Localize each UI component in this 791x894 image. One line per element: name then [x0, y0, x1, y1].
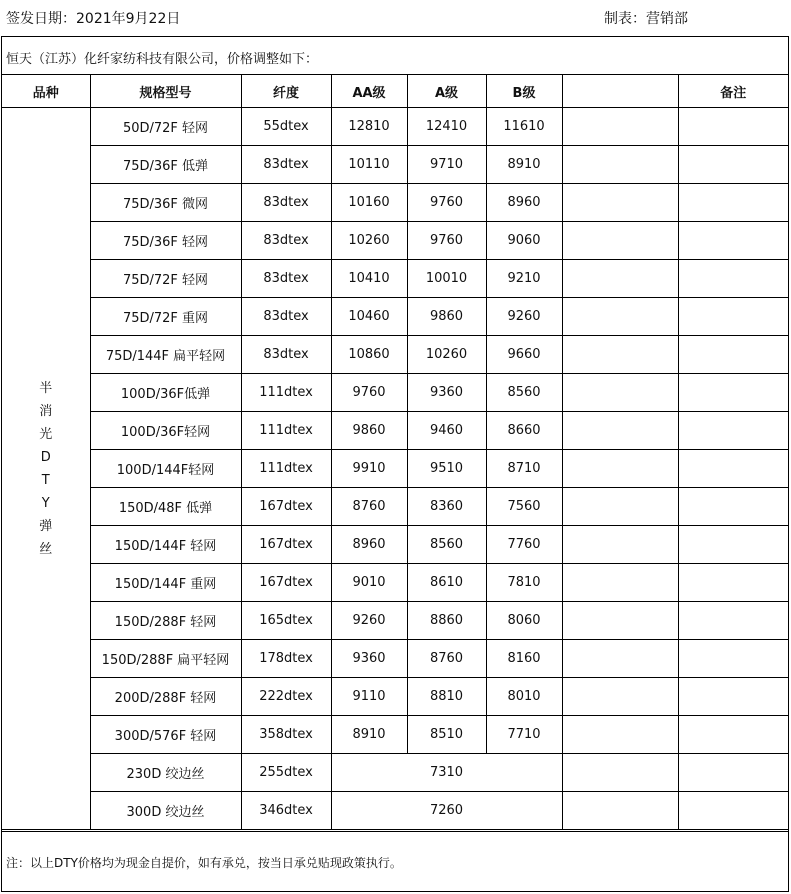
col-b-grade: B级 — [486, 75, 562, 108]
fineness-cell: 167dtex — [241, 526, 331, 564]
a-price-cell: 9360 — [407, 374, 486, 412]
fineness-cell: 358dtex — [241, 716, 331, 754]
remark-cell — [678, 108, 788, 146]
b-price-cell: 8160 — [486, 640, 562, 678]
footer-note-row — [2, 831, 788, 891]
col-a-grade: A级 — [407, 75, 486, 108]
table-row — [2, 564, 788, 602]
remark-cell — [678, 450, 788, 488]
remark-cell — [678, 564, 788, 602]
a-price-cell: 9760 — [407, 222, 486, 260]
blank-cell — [562, 526, 678, 564]
a-price-cell: 9860 — [407, 298, 486, 336]
spec-cell: 150D/48F 低弹 — [90, 488, 241, 526]
a-price-cell: 8610 — [407, 564, 486, 602]
remark-cell — [678, 602, 788, 640]
aa-price-cell: 10860 — [331, 336, 407, 374]
fineness-cell: 167dtex — [241, 488, 331, 526]
blank-cell — [562, 412, 678, 450]
issue-date: 签发日期：2021年9月22日 — [6, 11, 181, 27]
b-price-cell: 9210 — [486, 260, 562, 298]
variety-char: T — [41, 472, 50, 488]
a-price-cell: 8760 — [407, 640, 486, 678]
remark-cell — [678, 146, 788, 184]
spec-cell: 75D/144F 扁平轻网 — [90, 336, 241, 374]
blank-cell — [562, 602, 678, 640]
aa-price-cell: 8760 — [331, 488, 407, 526]
table-row — [2, 412, 788, 450]
spec-cell: 100D/36F轻网 — [90, 412, 241, 450]
a-price-cell: 10260 — [407, 336, 486, 374]
blank-cell — [562, 222, 678, 260]
b-price-cell: 8660 — [486, 412, 562, 450]
variety-char: 消 — [39, 403, 53, 419]
col-blank — [562, 75, 678, 108]
table-row — [2, 792, 788, 830]
variety-char: Y — [41, 495, 50, 511]
aa-price-cell: 10410 — [331, 260, 407, 298]
aa-price-cell: 9910 — [331, 450, 407, 488]
table-row — [2, 678, 788, 716]
fineness-cell: 83dtex — [241, 260, 331, 298]
spec-cell: 75D/36F 低弹 — [90, 146, 241, 184]
fineness-cell: 178dtex — [241, 640, 331, 678]
aa-price-cell: 9360 — [331, 640, 407, 678]
aa-price-cell: 8960 — [331, 526, 407, 564]
a-price-cell: 8560 — [407, 526, 486, 564]
b-price-cell: 8960 — [486, 184, 562, 222]
remark-cell — [678, 184, 788, 222]
merged-price-cell: 7260 — [331, 792, 562, 830]
remark-cell — [678, 374, 788, 412]
spec-cell: 230D 绞边丝 — [90, 754, 241, 792]
fineness-cell: 111dtex — [241, 450, 331, 488]
fineness-cell: 111dtex — [241, 374, 331, 412]
table-row — [2, 716, 788, 754]
fineness-cell: 83dtex — [241, 146, 331, 184]
table-row — [2, 222, 788, 260]
blank-cell — [562, 450, 678, 488]
table-row — [2, 526, 788, 564]
blank-cell — [562, 564, 678, 602]
prepared-by: 制表：营销部 — [604, 11, 688, 27]
blank-cell — [562, 754, 678, 792]
blank-cell — [562, 716, 678, 754]
col-spec: 规格型号 — [90, 75, 241, 108]
a-price-cell: 8360 — [407, 488, 486, 526]
blank-cell — [562, 488, 678, 526]
variety-char: 丝 — [39, 541, 53, 557]
b-price-cell: 7810 — [486, 564, 562, 602]
table-row — [2, 298, 788, 336]
a-price-cell: 9710 — [407, 146, 486, 184]
aa-price-cell: 10160 — [331, 184, 407, 222]
variety-cell — [2, 108, 90, 830]
fineness-cell: 222dtex — [241, 678, 331, 716]
b-price-cell: 7760 — [486, 526, 562, 564]
table-row — [2, 754, 788, 792]
table-row — [2, 108, 788, 146]
remark-cell — [678, 222, 788, 260]
fineness-cell: 346dtex — [241, 792, 331, 830]
notice-row — [2, 37, 788, 75]
spec-cell: 100D/144F轻网 — [90, 450, 241, 488]
blank-cell — [562, 108, 678, 146]
remark-cell — [678, 678, 788, 716]
a-price-cell: 9460 — [407, 412, 486, 450]
fineness-cell: 111dtex — [241, 412, 331, 450]
col-fineness: 纤度 — [241, 75, 331, 108]
blank-cell — [562, 678, 678, 716]
b-price-cell: 8060 — [486, 602, 562, 640]
merged-price-cell: 7310 — [331, 754, 562, 792]
b-price-cell: 8010 — [486, 678, 562, 716]
fineness-cell: 167dtex — [241, 564, 331, 602]
price-sheet — [1, 36, 789, 892]
spec-cell: 300D/576F 轻网 — [90, 716, 241, 754]
a-price-cell: 10010 — [407, 260, 486, 298]
b-price-cell: 7710 — [486, 716, 562, 754]
aa-price-cell: 9860 — [331, 412, 407, 450]
fineness-cell: 165dtex — [241, 602, 331, 640]
spec-cell: 75D/36F 微网 — [90, 184, 241, 222]
spec-cell: 100D/36F低弹 — [90, 374, 241, 412]
a-price-cell: 12410 — [407, 108, 486, 146]
aa-price-cell: 9760 — [331, 374, 407, 412]
spec-cell: 75D/72F 重网 — [90, 298, 241, 336]
fineness-cell: 55dtex — [241, 108, 331, 146]
variety-char: D — [40, 449, 51, 465]
table-row — [2, 146, 788, 184]
remark-cell — [678, 640, 788, 678]
document-header — [0, 0, 791, 36]
blank-cell — [562, 298, 678, 336]
fineness-cell: 83dtex — [241, 184, 331, 222]
spec-cell: 75D/72F 轻网 — [90, 260, 241, 298]
variety-char: 光 — [39, 426, 53, 442]
b-price-cell: 8710 — [486, 450, 562, 488]
a-price-cell: 9760 — [407, 184, 486, 222]
table-row — [2, 374, 788, 412]
b-price-cell: 7560 — [486, 488, 562, 526]
spec-cell: 150D/288F 轻网 — [90, 602, 241, 640]
remark-cell — [678, 260, 788, 298]
remark-cell — [678, 298, 788, 336]
price-table — [2, 75, 788, 830]
spec-cell: 75D/36F 轻网 — [90, 222, 241, 260]
a-price-cell: 8810 — [407, 678, 486, 716]
blank-cell — [562, 260, 678, 298]
remark-cell — [678, 488, 788, 526]
aa-price-cell: 8910 — [331, 716, 407, 754]
spec-cell: 150D/144F 重网 — [90, 564, 241, 602]
spec-cell: 50D/72F 轻网 — [90, 108, 241, 146]
remark-cell — [678, 792, 788, 830]
spec-cell: 200D/288F 轻网 — [90, 678, 241, 716]
footer-note: 注：以上DTY价格均为现金自提价，如有承兑，按当日承兑贴现政策执行。 — [6, 856, 402, 870]
col-remark: 备注 — [678, 75, 788, 108]
table-row — [2, 640, 788, 678]
spec-cell: 150D/288F 扁平轻网 — [90, 640, 241, 678]
fineness-cell: 83dtex — [241, 298, 331, 336]
table-row — [2, 260, 788, 298]
aa-price-cell: 10260 — [331, 222, 407, 260]
variety-char: 弹 — [39, 518, 53, 534]
blank-cell — [562, 374, 678, 412]
table-row — [2, 184, 788, 222]
remark-cell — [678, 526, 788, 564]
col-aa-grade: AA级 — [331, 75, 407, 108]
col-variety: 品种 — [2, 75, 90, 108]
remark-cell — [678, 716, 788, 754]
aa-price-cell: 10110 — [331, 146, 407, 184]
fineness-cell: 255dtex — [241, 754, 331, 792]
header-row — [2, 75, 788, 108]
blank-cell — [562, 336, 678, 374]
spec-cell: 300D 绞边丝 — [90, 792, 241, 830]
b-price-cell: 11610 — [486, 108, 562, 146]
aa-price-cell: 12810 — [331, 108, 407, 146]
b-price-cell: 8560 — [486, 374, 562, 412]
blank-cell — [562, 184, 678, 222]
aa-price-cell: 9010 — [331, 564, 407, 602]
aa-price-cell: 9260 — [331, 602, 407, 640]
table-row — [2, 488, 788, 526]
variety-char: 半 — [39, 380, 53, 396]
b-price-cell: 9060 — [486, 222, 562, 260]
aa-price-cell: 9110 — [331, 678, 407, 716]
table-row — [2, 336, 788, 374]
blank-cell — [562, 640, 678, 678]
aa-price-cell: 10460 — [331, 298, 407, 336]
blank-cell — [562, 146, 678, 184]
remark-cell — [678, 336, 788, 374]
table-row — [2, 450, 788, 488]
table-row — [2, 602, 788, 640]
remark-cell — [678, 412, 788, 450]
spec-cell: 150D/144F 轻网 — [90, 526, 241, 564]
a-price-cell: 8510 — [407, 716, 486, 754]
b-price-cell: 9260 — [486, 298, 562, 336]
b-price-cell: 8910 — [486, 146, 562, 184]
b-price-cell: 9660 — [486, 336, 562, 374]
blank-cell — [562, 792, 678, 830]
fineness-cell: 83dtex — [241, 222, 331, 260]
a-price-cell: 9510 — [407, 450, 486, 488]
notice-text: 恒天（江苏）化纤家纺科技有限公司，价格调整如下： — [6, 52, 319, 67]
a-price-cell: 8860 — [407, 602, 486, 640]
fineness-cell: 83dtex — [241, 336, 331, 374]
remark-cell — [678, 754, 788, 792]
